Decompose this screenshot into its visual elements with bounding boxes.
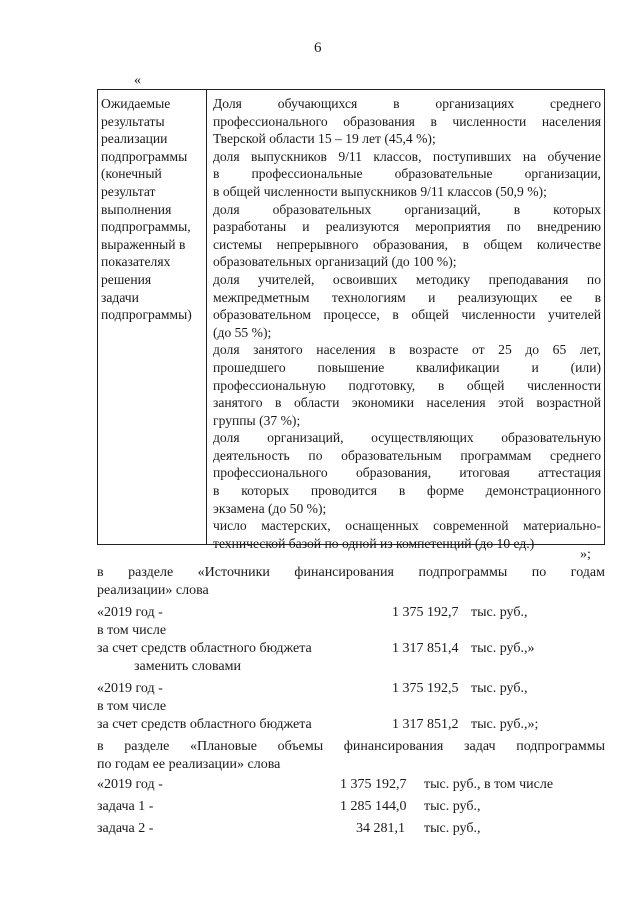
task2-label: задача 2 - — [97, 821, 154, 836]
closing-quote: »; — [580, 547, 591, 562]
left-cell-line: показателях — [101, 254, 171, 270]
right-cell-line: экзамена (до 50 %); — [213, 500, 327, 516]
left-cell-line: результаты — [101, 113, 165, 129]
page-number: 6 — [314, 40, 322, 56]
right-cell-line: занятого в области экономики населения этой возрастной — [213, 395, 601, 411]
left-cell-line: подпрограммы) — [101, 307, 192, 323]
task2-unit: тыс. руб., — [424, 821, 481, 836]
right-cell-line: профессионального образования в численности населения — [213, 113, 601, 129]
table-left-cell — [101, 95, 205, 324]
new-budget-label: за счет средств областного бюджета — [97, 717, 312, 732]
right-cell-line: доля выпускников 9/11 классов, поступивших на обучение — [213, 148, 601, 164]
old-budget-amount: 1 317 851,4 — [392, 641, 459, 656]
right-cell-line: деятельность по образовательным программам среднего — [213, 447, 601, 463]
right-cell-line: доля занятого населения в возрасте от 25 до 65 лет, — [213, 342, 601, 358]
task1-label: задача 1 - — [97, 799, 154, 814]
right-cell-line: в профессиональные образовательные организации, — [213, 166, 601, 182]
plan-year-label: «2019 год - — [97, 777, 163, 792]
section2-intro-line2: по годам ее реализации» слова — [97, 757, 281, 772]
right-cell-line: Доля обучающихся в организациях среднего — [213, 96, 601, 111]
right-cell-line: межпредметным технологиям и реализующих ее в — [213, 289, 601, 305]
right-cell-line: в которых проводится в форме демонстрационного — [213, 483, 601, 499]
old-budget-unit: тыс. руб.,» — [471, 641, 535, 656]
right-cell-line: доля образовательных организаций, в которых — [213, 201, 601, 217]
right-cell-line: профессионального образования, итоговая аттестация — [213, 465, 601, 481]
new-year-unit: тыс. руб., — [471, 681, 528, 696]
right-cell-line: образовательных организаций (до 100 %); — [213, 254, 457, 270]
new-budget-amount: 1 317 851,2 — [392, 717, 459, 732]
old-budget-label: за счет средств областного бюджета — [97, 641, 312, 656]
left-cell-line: подпрограммы — [101, 148, 188, 164]
left-cell-line: решения — [101, 271, 152, 287]
right-cell-line: профессиональную подготовку, в общей численности — [213, 377, 601, 393]
task1-unit: тыс. руб., — [424, 799, 481, 814]
new-including: в том числе — [97, 699, 167, 714]
right-cell-line: в общей численности выпускников 9/11 классов (50,9 %); — [213, 183, 547, 199]
right-cell-line: технической базой по одной из компетенций (до 10 ед.) — [213, 535, 535, 551]
right-cell-line: доля организаций, осуществляющих образовательную — [213, 430, 601, 446]
left-cell-line: Ожидаемые — [101, 96, 171, 111]
table-column-divider — [206, 89, 207, 545]
right-cell-line: доля учителей, освоивших методику преподавания по — [213, 271, 601, 287]
task2-amount: 34 281,1 — [356, 821, 405, 836]
old-year-label: «2019 год - — [97, 605, 163, 620]
replace-words: заменить словами — [134, 659, 241, 674]
new-budget-unit: тыс. руб.,»; — [471, 717, 539, 732]
plan-year-amount: 1 375 192,7 — [340, 777, 407, 792]
section2-intro-line1: в разделе «Плановые объемы финансирования задач подпрограммы — [97, 739, 605, 754]
plan-year-unit: тыс. руб., в том числе — [424, 777, 554, 792]
old-year-unit: тыс. руб., — [471, 605, 528, 620]
task1-amount: 1 285 144,0 — [340, 799, 407, 814]
left-cell-line: (конечный — [101, 166, 162, 182]
section1-intro-line1: в разделе «Источники финансирования подпрограммы по годам — [97, 565, 605, 580]
right-cell-line: разработаны и реализуются мероприятия по внедрению — [213, 219, 601, 235]
new-year-label: «2019 год - — [97, 681, 163, 696]
left-cell-line: выраженный в — [101, 236, 186, 252]
right-cell-line: группы (37 %); — [213, 412, 301, 428]
right-cell-line: (до 55 %); — [213, 324, 272, 340]
opening-quote: « — [134, 73, 141, 88]
left-cell-line: реализации — [101, 131, 168, 147]
right-cell-line: число мастерских, оснащенных современной материально- — [213, 518, 601, 534]
right-cell-line: Тверской области 15 – 19 лет (45,4 %); — [213, 131, 436, 147]
table-right-cell — [213, 95, 601, 552]
old-including: в том числе — [97, 623, 167, 638]
right-cell-line: образовательном процессе, в общей численности учителей — [213, 307, 601, 323]
left-cell-line: выполнения — [101, 201, 172, 217]
right-cell-line: системы непрерывного образования, в общем количестве — [213, 236, 601, 252]
section1-intro-line2: реализации» слова — [97, 583, 209, 598]
old-year-amount: 1 375 192,7 — [392, 605, 459, 620]
right-cell-line: прошедшего повышение квалификации и (или) — [213, 359, 601, 375]
left-cell-line: задачи — [101, 289, 139, 305]
new-year-amount: 1 375 192,5 — [392, 681, 459, 696]
left-cell-line: результат — [101, 183, 156, 199]
left-cell-line: подпрограммы, — [101, 219, 191, 235]
